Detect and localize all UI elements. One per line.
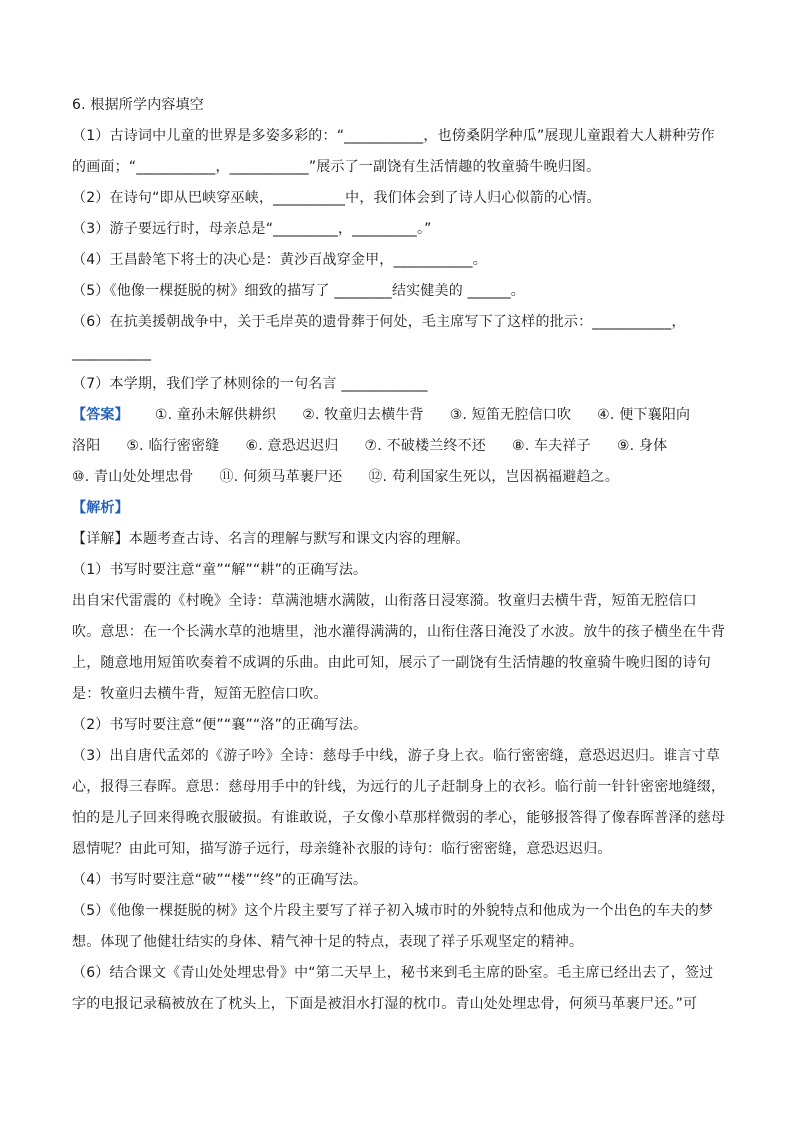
analysis-label: 【解析】	[72, 500, 129, 516]
analysis-line: 【详解】本题考查古诗、名言的理解与默写和课文内容的理解。	[72, 531, 470, 547]
analysis-line: 字的电报记录稿被放在了枕头上，下面是被泪水打湿的枕巾。青山处处埋忠骨，何须马革裹尸还。”可	[72, 996, 698, 1012]
question-line: （1）古诗词中儿童的世界是多姿多彩的：“___________，也傍桑阴学种瓜”展现儿童跟着大人耕种劳作	[72, 128, 715, 144]
analysis-line: （1）书写时要注意“童”“解”“耕”的正确写法。	[72, 562, 368, 578]
answer-row	[72, 400, 724, 431]
analysis-line: 是：牧童归去横牛背，短笛无腔信口吹。	[72, 686, 328, 702]
answer-item: ④. 便下襄阳向	[597, 407, 691, 423]
analysis-line: 吹。意思：在一个长满水草的池塘里，池水灌得满满的，山衔住落日淹没了水波。放牛的孩子横坐在牛背	[72, 624, 726, 640]
answer-item: ⑦. 不破楼兰终不还	[364, 438, 486, 454]
question-line: （4）王昌龄笔下将士的决心是：黄沙百战穿金甲，___________。	[72, 252, 487, 268]
question-line: （2）在诗句“即从巴峡穿巫峡，__________中，我们体会到了诗人归心似箭的心情。	[72, 190, 601, 206]
analysis-line: 想。体现了他健壮结实的身体、精气神十足的特点，表现了祥子乐观坚定的精神。	[72, 934, 584, 950]
analysis-line: （5）《他像一棵挺脱的树》这个片段主要写了祥子初入城市时的外貌特点和他成为一个出色的车夫的梦	[72, 903, 714, 919]
question-title: 6. 根据所学内容填空	[72, 97, 205, 113]
question-line: 的画面；“___________，___________”展示了一副饶有生活情趣的牧童骑牛晚归图。	[72, 159, 601, 175]
answer-item: ⑥. 意恐迟迟归	[245, 438, 339, 454]
answer-label: 【答案】	[72, 407, 129, 423]
answer-item: ③. 短笛无腔信口吹	[449, 407, 572, 423]
analysis-line: （3）出自唐代孟郊的《游子吟》全诗：慈母手中线，游子身上衣。临行密密缝，意恐迟迟归。谁言寸草	[72, 748, 721, 764]
analysis-line: 出自宋代雷震的《村晚》全诗：草满池塘水满陂，山衔落日浸寒漪。牧童归去横牛背，短笛无腔信口	[72, 593, 697, 609]
analysis-line: 恩情呢？由此可知，描写游子远行，母亲缝补衣服的诗句：临行密密缝，意恐迟迟归。	[72, 841, 612, 857]
answer-item: ⑪. 何须马革裹尸还	[219, 469, 343, 485]
analysis-line: （4）书写时要注意“破”“楼”“终”的正确写法。	[72, 872, 368, 888]
answer-item: ⑩. 青山处处埋忠骨	[72, 469, 194, 485]
question-line: （3）游子要远行时，母亲总是“_________，_________。”	[72, 221, 432, 237]
question-line: （6）在抗美援朝战争中，关于毛岸英的遗骨葬于何处，毛主席写下了这样的批示：___________，	[72, 314, 686, 330]
answer-item: 洛阳	[72, 438, 101, 454]
analysis-line: 心，报得三春晖。意思：慈母用手中的针线，为远行的儿子赶制身上的衣衫。临行前一针针密密地缝缀，	[72, 779, 726, 795]
answer-item: ①. 童孙未解供耕织	[154, 407, 277, 423]
answer-item: ⑤. 临行密密缝	[126, 438, 220, 454]
answer-item: ⑫. 苟利国家生死以，岂因祸福避趋之。	[368, 469, 620, 485]
answer-item: ⑧. 车夫祥子	[511, 438, 591, 454]
analysis-line: 怕的是儿子回来得晚衣服破损。有谁敢说，子女像小草那样微弱的孝心，能够报答得了像春晖普泽的慈母	[72, 810, 726, 826]
question-line: （7）本学期，我们学了林则徐的一句名言 ____________	[72, 376, 428, 392]
analysis-line: 上，随意地用短笛吹奏着不成调的乐曲。由此可知，展示了一副饶有生活情趣的牧童骑牛晚归图的诗句	[72, 655, 711, 671]
question-line: ___________	[72, 345, 152, 361]
document-page	[72, 90, 724, 1020]
analysis-line: （6）结合课文《青山处处埋忠骨》中“第二天早上，秘书来到毛主席的卧室。毛主席已经出去了，签过	[72, 965, 714, 981]
answer-item: ②. 牧童归去横牛背	[302, 407, 424, 423]
answer-row	[72, 431, 724, 462]
question-line: （5）《他像一棵挺脱的树》细致的描写了 ________结实健美的 ______。	[72, 283, 526, 299]
answer-row	[72, 462, 724, 493]
answer-item: ⑨. 身体	[616, 438, 668, 454]
analysis-line: （2）书写时要注意“便”“襄”“洛”的正确写法。	[72, 717, 368, 733]
